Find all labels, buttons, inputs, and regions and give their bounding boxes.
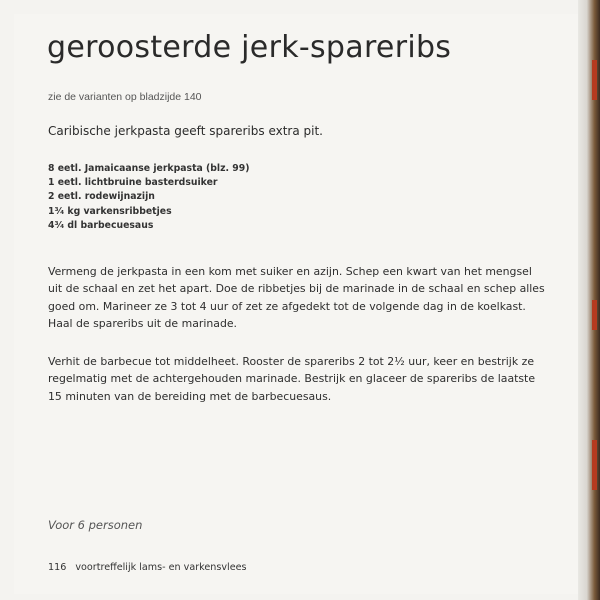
page-number: 116 [48,562,67,573]
ingredient-item: 4³⁄₄ dl barbecuesaus [48,219,154,231]
book-spine-edge [578,0,600,600]
spine-color-mark [592,440,597,490]
spine-color-mark [592,60,597,100]
section-title: voortreffelijk lams- en varkensvlees [75,562,247,573]
ingredient-list [48,162,249,233]
ingredient-item: 1 eetl. lichtbruine basterdsuiker [48,177,218,189]
recipe-intro: Caribische jerkpasta geeft spareribs extra pit. [48,124,323,138]
variants-note: zie de varianten op bladzijde 140 [48,91,202,103]
method-step-1: Vermeng de jerkpasta in een kom met suiker en azijn. Schep een kwart van het mengsel uit de schaal en zet het apart. Doe de ribbetjes bij de marinade in de schaal en schep alles goed om. Marineer ze 3 tot 4 uur of zet ze afgedekt tot de volgende dag in de koelkast. Haal de spareribs uit de marinade. [48,265,545,331]
recipe-title: geroosterde jerk-spareribs [47,30,452,65]
servings-note: Voor 6 personen [48,518,143,532]
ingredient-item: 2 eetl. rodewijnazijn [48,191,155,203]
page-footer [48,562,247,573]
ingredient-item: 1³⁄₄ kg varkensribbetjes [48,205,172,217]
ingredient-item: 8 eetl. Jamaicaanse jerkpasta (blz. 99) [48,163,250,174]
spine-color-mark [592,300,597,330]
method-step-2: Verhit de barbecue tot middelheet. Rooster de spareribs 2 tot 2¹⁄₂ uur, keer en bestrijk ze regelmatig met de achtergehouden marinade. Bestrijk en glaceer de spareribs de laatste 15 minuten van de bereiding met de barbecuesaus. [48,355,536,403]
